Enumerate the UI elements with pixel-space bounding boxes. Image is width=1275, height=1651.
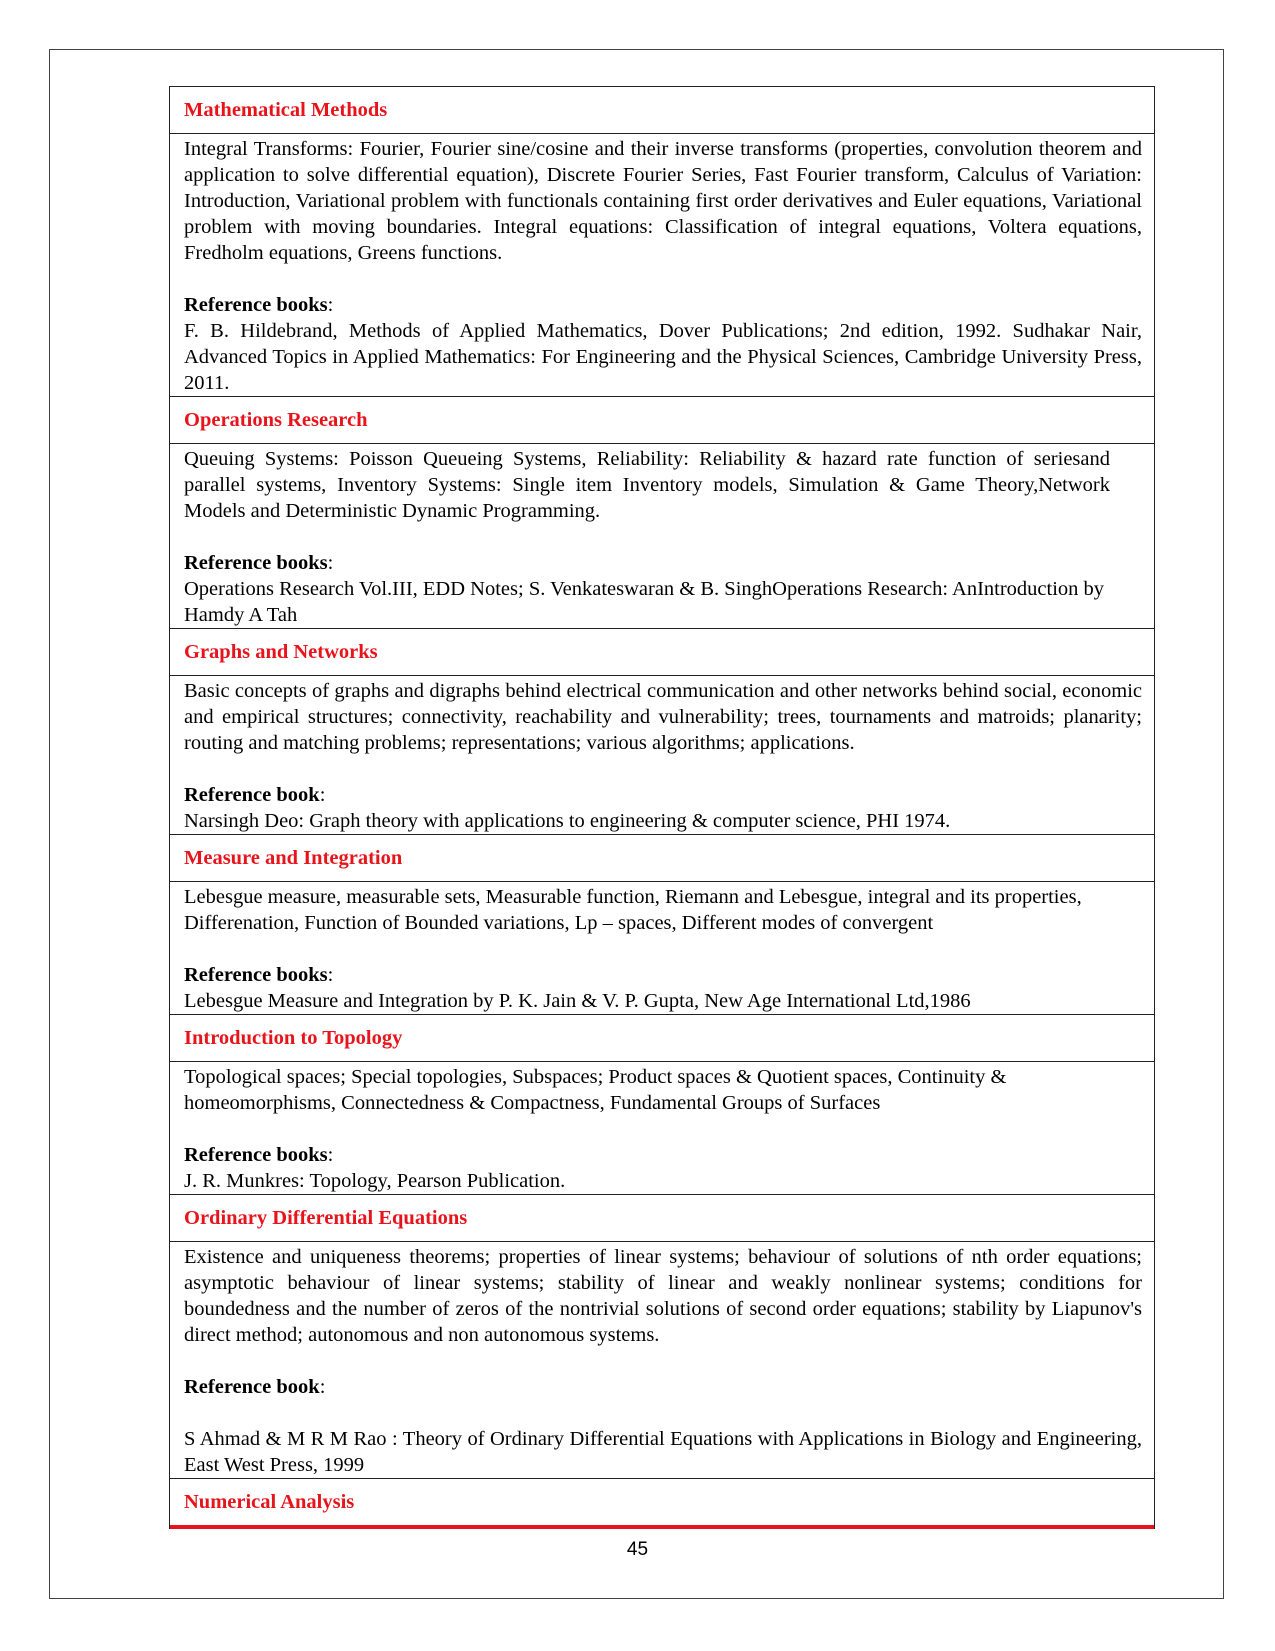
section-content: Existence and uniqueness theorems; properties of linear systems; behaviour of solutions of nth order equations; asymptotic behaviour of linear systems; stability of linear and weakly nonlinear systems; conditions for boundedness and the number of zeros of the nontrivial solutions of second order equations; stability by Liapunov's direct method; autonomous and non autonomous systems. [184,1246,1142,1346]
reference-label: Reference books: [184,552,334,574]
section-body [170,444,1154,629]
section-content: Topological spaces; Special topologies, Subspaces; Product spaces & Quotient spaces, Continuity & homeomorphisms, Connectedness & Compactness, Fundamental Groups of Surfaces [184,1066,1007,1114]
reference-text: F. B. Hildebrand, Methods of Applied Mathematics, Dover Publications; 2nd edition, 1992. Sudhakar Nair, Advanced Topics in Applied Mathematics: For Engineering and the Physical Sciences, Cambridge University Press, 2011. [184,320,1142,394]
section-heading-numerical-analysis: Numerical Analysis [170,1479,1154,1529]
section-heading: Graphs and Networks [170,629,1154,676]
section-heading: Mathematical Methods [170,87,1154,134]
reference-label: Reference books: [184,964,334,986]
section-content: Integral Transforms: Fourier, Fourier sine/cosine and their inverse transforms (properties, convolution theorem and application to solve differential equation), Discrete Fourier Series, Fast Fourier transform, Calculus of Variation: Introduction, Variational problem with functionals containing first order derivatives and Euler equations, Variational problem with moving boundaries. Integral equations: Classification of integral equations, Voltera equations, Fredholm equations, Greens functions. [184,138,1142,264]
reference-label: Reference books: [184,1144,334,1166]
reference-text: Lebesgue Measure and Integration by P. K. Jain & V. P. Gupta, New Age International Ltd,1986 [184,990,971,1012]
section-heading: Operations Research [170,397,1154,444]
section-content: Basic concepts of graphs and digraphs behind electrical communication and other networks behind social, economic and empirical structures; connectivity, reachability and vulnerability; trees, tournaments and matroids; planarity; routing and matching problems; representations; various algorithms; applications. [184,680,1142,754]
reference-label: Reference book: [184,1376,326,1398]
reference-text: J. R. Munkres: Topology, Pearson Publication. [184,1170,566,1192]
reference-text: Operations Research Vol.III, EDD Notes; S. Venkateswaran & B. SinghOperations Research: AnIntroduction by Hamdy A Tah [184,578,1105,626]
page-number: 45 [626,1539,649,1560]
reference-label: Reference book: [184,784,326,806]
reference-text: Narsingh Deo: Graph theory with applications to engineering & computer science, PHI 1974. [184,810,951,832]
syllabus-table [169,86,1155,1529]
section-body [170,134,1154,397]
reference-text: S Ahmad & M R M Rao : Theory of Ordinary Differential Equations with Applications in Biology and Engineering, East West Press, 1999 [184,1428,1142,1476]
section-body [170,1242,1154,1479]
section-content: Lebesgue measure, measurable sets, Measurable function, Riemann and Lebesgue, integral and its properties, Differenation, Function of Bounded variations, Lp – spaces, Different modes of convergent [184,886,1082,934]
section-heading: Introduction to Topology [170,1015,1154,1062]
section-content: Queuing Systems: Poisson Queueing Systems, Reliability: Reliability & hazard rate function of seriesand parallel systems, Inventory Systems: Single item Inventory models, Simulation & Game Theory,Network Models and Deterministic Dynamic Programming. [184,448,1110,522]
section-heading: Ordinary Differential Equations [170,1195,1154,1242]
reference-label: Reference books: [184,294,334,316]
section-body [170,1062,1154,1195]
section-body [170,882,1154,1015]
section-heading: Measure and Integration [170,835,1154,882]
section-body [170,676,1154,835]
